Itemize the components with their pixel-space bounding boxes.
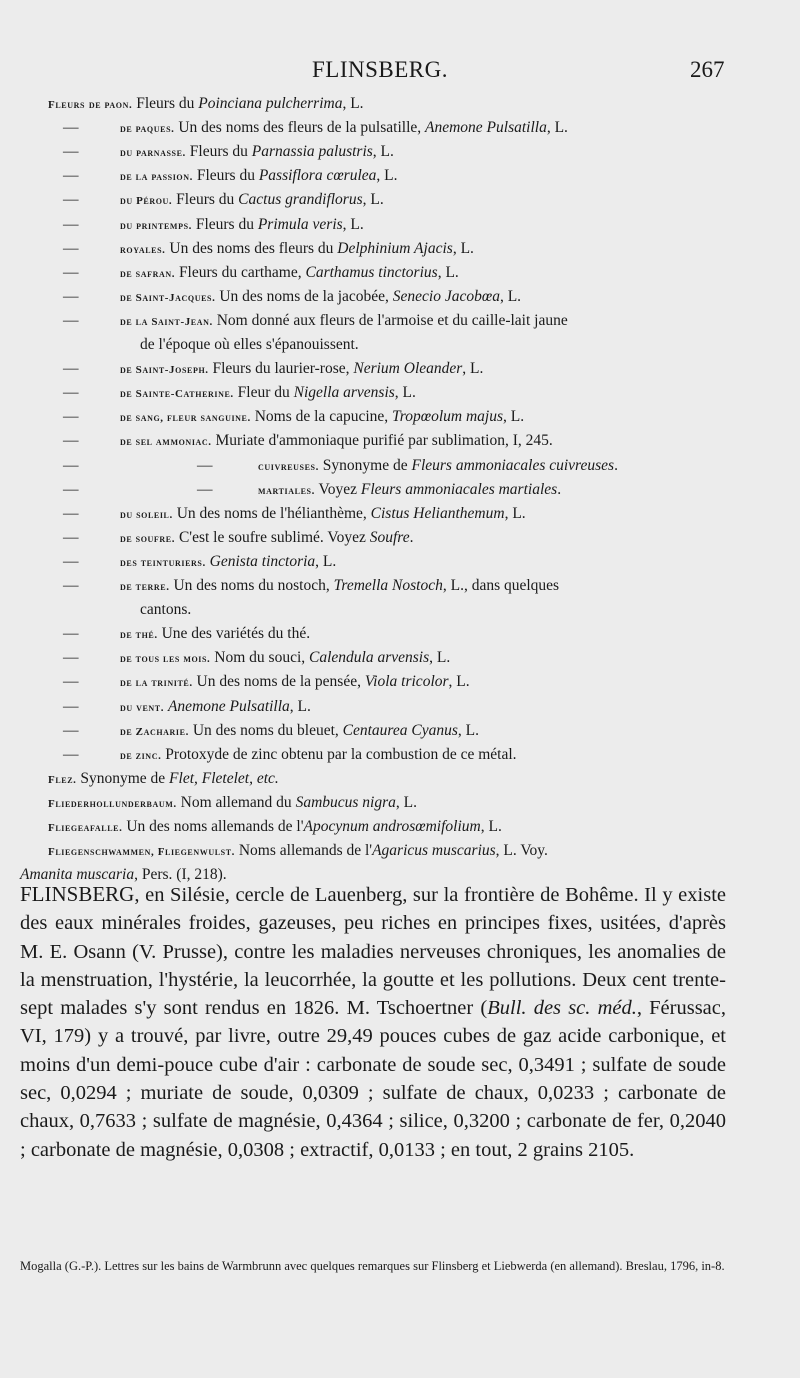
entry-row — [0, 454, 800, 478]
latin-name: Fleurs ammoniacales cuivreuses — [411, 456, 615, 474]
latin-name: Viola tricolor — [364, 673, 449, 691]
entry-subhead: du vent. — [120, 701, 165, 714]
entry-tail: , L. — [376, 167, 398, 185]
latin-name: Primula veris — [257, 215, 343, 233]
entry-subhead: de thé. — [120, 629, 158, 642]
entry-subhead: de paon. — [88, 99, 133, 111]
entry-tail: , L. — [457, 721, 479, 739]
entry-body — [120, 622, 310, 647]
latin-name: Carthamus tinctorius — [305, 263, 438, 281]
entry-text: Un des noms du bleuet, — [188, 721, 343, 739]
entry-subhead: royales. — [120, 243, 166, 256]
entry-row — [0, 116, 800, 140]
entry-subhead: du Pérou. — [120, 195, 173, 208]
latin-name: Agaricus muscarius — [372, 842, 496, 860]
entry-text: Un des noms des fleurs du — [165, 239, 338, 257]
entry-subhead: des teinturiers. — [120, 556, 206, 569]
latin-name: Apocynum androsœmifolium — [303, 818, 481, 835]
entry-text: Un des noms de la jacobée, — [215, 287, 393, 305]
entry-subhead: de paques. — [120, 123, 175, 136]
entry-row — [0, 405, 800, 429]
entry-body — [120, 646, 450, 671]
entry-text: Nom allemand du — [176, 793, 296, 811]
entry-body — [120, 429, 553, 454]
entry-subhead: du soleil. — [120, 508, 173, 521]
entry-body — [120, 188, 384, 213]
entry-tail: , L. — [499, 287, 522, 305]
entry-subhead: du printemps. — [120, 219, 192, 232]
ditto-dash: — — [63, 480, 79, 498]
entry-row — [0, 164, 800, 188]
article-text-2: , Férussac, VI, 179) y a trouvé, par livre, outre 29,49 pouces cubes de gaz acide carbonique, et moins d'un demi-pouce cube d'air : carbonate de soude sec, 0,3491 ; sulfate de soude sec, 0,0294 ; muriate de soude, 0,0309 ; sulfate de chaux, 0,0233 ; carbonate de chaux, 0,7633 ; sulfate de magnésie, 0,4364 ; silice, 0,3200 ; carbonate de fer, 0,2040 ; carbonate de magnésie, 0,0308 ; extractif, 0,0133 ; en tout, 2 grains 2105. — [20, 997, 726, 1161]
entry-text: Fleurs du — [191, 215, 258, 233]
entry-body — [120, 261, 459, 286]
latin-name: Nigella arvensis — [293, 384, 395, 402]
entry-text: Fleurs du — [185, 143, 252, 161]
entry-row — [0, 188, 800, 212]
ditto-dash: — — [63, 721, 79, 739]
latin-name: Passiflora cœrulea — [258, 167, 377, 185]
entry-subhead: du parnasse. — [120, 147, 186, 160]
entry-row — [0, 357, 800, 381]
entry-text: Fleurs du — [172, 191, 239, 209]
latin-name: Anemone Pulsatilla — [425, 119, 547, 137]
entry-text: Un des noms allemands de l' — [122, 818, 304, 835]
entry-text: Fleurs du — [132, 95, 199, 112]
entry-body — [48, 791, 417, 816]
entry-tail: , L. — [395, 793, 417, 811]
entry-row — [0, 381, 800, 405]
entry-row — [0, 598, 800, 622]
latin-name: Senecio Jacobœa — [392, 287, 500, 305]
ditto-dash: — — [63, 552, 79, 570]
ditto-dash: — — [197, 480, 213, 498]
ditto-dash: — — [63, 191, 79, 209]
ditto-dash: — — [63, 263, 79, 281]
ditto-dash: — — [63, 625, 79, 643]
entry-tail: , L. — [289, 697, 311, 715]
ditto-dash: — — [63, 673, 79, 691]
ditto-dash: — — [63, 432, 79, 450]
entry-row — [0, 237, 800, 261]
bibliography-note: Mogalla (G.-P.). Lettres sur les bains de Warmbrunn avec quelques remarques sur Flinsberg et Liebwerda (en allemand). Breslau, 1796, in-8. — [20, 1259, 725, 1273]
entry-subhead: de soufre. — [120, 532, 176, 545]
entry-text: Noms de la capucine, — [250, 408, 393, 426]
entry-headword: Fleurs — [48, 99, 85, 111]
entry-tail: , Pers. (I, 218). — [134, 866, 227, 884]
entry-subhead: de la Saint-Jean. — [120, 315, 213, 328]
entry-row — [0, 333, 800, 357]
entry-text: Fleurs du carthame, — [175, 263, 306, 281]
entry-body — [120, 574, 559, 599]
ditto-dash: — — [63, 311, 79, 329]
entry-row — [0, 502, 800, 526]
ditto-dash: — — [63, 408, 79, 426]
entry-continuation: cantons. — [140, 601, 192, 619]
entry-text: Un des noms des fleurs de la pulsatille, — [174, 119, 426, 137]
latin-name: Fleurs ammoniacales martiales — [360, 480, 558, 498]
entry-tail: , L., dans quelques — [442, 577, 560, 594]
entry-row — [0, 213, 800, 237]
ditto-dash: — — [63, 143, 79, 161]
entry-body — [120, 502, 526, 527]
entry-body — [120, 719, 479, 744]
entry-text: Synonyme de — [318, 456, 412, 474]
article-text-1: , en Silésie, cercle de Lauenberg, sur la frontière de Bohême. Il y existe des eaux minérales froides, gazeuses, peu riches en principes fixes, usitées, d'après M. E. Osann (V. Prusse), contre les maladies nerveuses chroniques, les anomalies de la menstruation, l'hystérie, la leucorrhée, la goutte et les pollutions. Deux cent trente-sept malades s'y sont rendus en 1826. M. Tschoertner ( — [20, 884, 726, 1020]
entry-text: Nom du souci, — [210, 649, 310, 667]
entry-text: Fleur du — [233, 384, 294, 402]
entry-text: Noms allemands de l' — [234, 842, 373, 860]
entry-body — [120, 670, 470, 695]
latin-name: Tremella Nostoch — [333, 577, 443, 594]
entry-subhead: de sel ammoniac. — [120, 436, 212, 449]
entry-body — [48, 92, 364, 117]
latin-name: Cactus grandiflorus — [238, 191, 363, 209]
entry-tail: , L. Voy. — [495, 842, 548, 860]
entry-row — [0, 815, 800, 839]
page-number: 267 — [690, 57, 725, 82]
ditto-dash: — — [63, 456, 79, 474]
entry-tail: , L. — [437, 263, 459, 281]
ditto-dash: — — [63, 167, 79, 185]
entry-body — [120, 116, 568, 141]
entry-row — [0, 261, 800, 285]
entry-text: Un des noms du nostoch, — [169, 577, 334, 594]
entry-subhead: de zinc. — [120, 749, 162, 762]
entry-row — [0, 695, 800, 719]
entry-body — [120, 743, 517, 768]
entry-body — [120, 164, 397, 189]
page-header — [0, 55, 800, 89]
entry-body — [140, 598, 191, 622]
entry-tail: , L. — [452, 239, 474, 257]
entry-headword: Fliegeafalle. — [48, 822, 123, 834]
ditto-dash: — — [63, 577, 79, 594]
entry-body — [120, 550, 336, 575]
entry-text: Fleurs du laurier-rose, — [208, 360, 354, 378]
entry-body — [120, 309, 568, 334]
latin-name: Anemone Pulsatilla — [167, 697, 290, 715]
entry-body — [120, 381, 416, 406]
entry-text: Protoxyde de zinc obtenu par la combustion de ce métal. — [161, 745, 517, 763]
entry-subhead: de safran. — [120, 267, 176, 280]
entry-row — [0, 526, 800, 550]
entry-row — [0, 670, 800, 694]
entry-body — [120, 405, 524, 430]
entry-row — [0, 767, 800, 791]
entry-row — [0, 839, 800, 863]
latin-name: Calendula arvensis — [309, 649, 430, 667]
entry-body — [258, 454, 618, 479]
ditto-dash: — — [197, 456, 213, 474]
entry-subhead: de Saint-Jacques. — [120, 291, 216, 304]
article-headword: FLINSBERG — [20, 882, 135, 906]
entry-text: Voyez — [314, 480, 361, 498]
entry-body — [120, 213, 364, 238]
entry-tail: , L. — [546, 119, 568, 137]
ditto-dash: — — [63, 528, 79, 546]
entry-row — [0, 550, 800, 574]
latin-name: Genista tinctoria — [209, 552, 316, 570]
entry-tail: , L. — [429, 649, 451, 667]
entry-tail: , L. — [315, 552, 337, 570]
entry-continuation: de l'époque où elles s'épanouissent. — [140, 336, 359, 353]
article-citation: Bull. des sc. méd. — [487, 997, 637, 1020]
latin-name: Amanita muscaria — [20, 866, 135, 884]
entry-row — [0, 646, 800, 670]
entry-text: Fleurs du — [192, 167, 259, 185]
entry-tail: , L. — [394, 384, 416, 402]
entry-row — [0, 478, 800, 502]
entry-subhead: de la trinité. — [120, 677, 193, 690]
entry-tail: , L. — [504, 504, 526, 522]
entry-row — [0, 719, 800, 743]
flinsberg-article — [20, 880, 726, 1164]
entry-text: C'est le soufre sublimé. Voyez — [175, 528, 370, 546]
entry-body — [120, 695, 311, 720]
entry-tail: , L. — [503, 408, 525, 426]
entry-body — [48, 767, 279, 792]
entry-subhead: de la passion. — [120, 171, 193, 184]
entry-tail: , L. — [462, 360, 484, 378]
entry-body — [140, 333, 359, 357]
entry-body — [120, 140, 394, 165]
entry-subhead: de sang, fleur sanguine. — [120, 412, 251, 425]
entry-tail: , L. — [342, 95, 364, 112]
ditto-dash: — — [63, 504, 79, 522]
entry-row — [0, 743, 800, 767]
entry-row — [0, 622, 800, 646]
entry-body — [48, 839, 548, 864]
entry-body — [120, 357, 483, 382]
latin-name: Flet, Fletelet, etc. — [169, 769, 279, 787]
entry-tail: , L. — [372, 143, 394, 161]
entry-tail: , L. — [342, 215, 364, 233]
latin-name: Soufre — [369, 528, 410, 546]
entry-subhead: martiales. — [258, 484, 315, 497]
latin-name: Poinciana pulcherrima — [198, 95, 343, 112]
entry-text: Muriate d'ammoniaque purifié par sublimation, I, 245. — [211, 432, 553, 450]
entry-tail: . — [409, 528, 414, 546]
entry-tail: , L. — [448, 673, 470, 691]
entry-body — [120, 526, 414, 551]
entry-tail: , L. — [362, 191, 384, 209]
entry-body — [48, 815, 502, 840]
entry-tail: . — [614, 456, 618, 474]
entry-text: Un des noms de la pensée, — [192, 673, 365, 691]
entry-subhead: de terre. — [120, 581, 170, 593]
entry-row — [0, 309, 800, 333]
entry-subhead: cuivreuses. — [258, 460, 319, 473]
ditto-dash: — — [63, 360, 79, 378]
ditto-dash: — — [63, 215, 79, 233]
entry-text: Une des variétés du thé. — [157, 625, 311, 643]
entry-headword: Flez. — [48, 773, 77, 786]
entry-body — [258, 478, 561, 503]
entry-text: Synonyme de — [76, 769, 170, 787]
entry-row — [0, 285, 800, 309]
entry-subhead: de Sainte-Catherine. — [120, 388, 234, 401]
latin-name: Nerium Oleander — [353, 360, 463, 378]
entry-text: Un des noms de l'hélianthème, — [172, 504, 371, 522]
latin-name: Tropœolum majus — [392, 408, 503, 426]
ditto-dash: — — [63, 697, 79, 715]
entry-body — [120, 285, 521, 310]
entry-row — [0, 140, 800, 164]
ditto-dash: — — [63, 287, 79, 305]
entry-headword: Fliegenschwammen, Fliegenwulst. — [48, 846, 235, 859]
latin-name: Cistus Helianthemum — [370, 504, 505, 522]
entry-text: Nom donné aux fleurs de l'armoise et du caille-lait jaune — [212, 311, 568, 329]
ditto-dash: — — [63, 649, 79, 667]
entry-subhead: de Zacharie. — [120, 725, 189, 738]
entry-row — [0, 429, 800, 453]
latin-name: Delphinium Ajacis — [337, 239, 453, 257]
entry-row — [0, 92, 800, 116]
running-title: FLINSBERG. — [312, 57, 448, 82]
entry-row — [0, 791, 800, 815]
ditto-dash: — — [63, 384, 79, 402]
entry-headword: Fliederhollunderbaum. — [48, 797, 177, 810]
entry-subhead: de Saint-Joseph. — [120, 364, 209, 377]
ditto-dash: — — [63, 745, 79, 763]
latin-name: Parnassia palustris — [251, 143, 373, 161]
ditto-dash: — — [63, 119, 79, 137]
entry-tail: , L. — [480, 818, 502, 835]
entry-row — [0, 574, 800, 598]
entry-subhead: de tous les mois. — [120, 653, 211, 666]
entry-body — [120, 237, 474, 262]
entry-tail: . — [557, 480, 562, 498]
latin-name: Sambucus nigra — [295, 793, 396, 811]
ditto-dash: — — [63, 239, 79, 257]
latin-name: Centaurea Cyanus — [342, 721, 458, 739]
